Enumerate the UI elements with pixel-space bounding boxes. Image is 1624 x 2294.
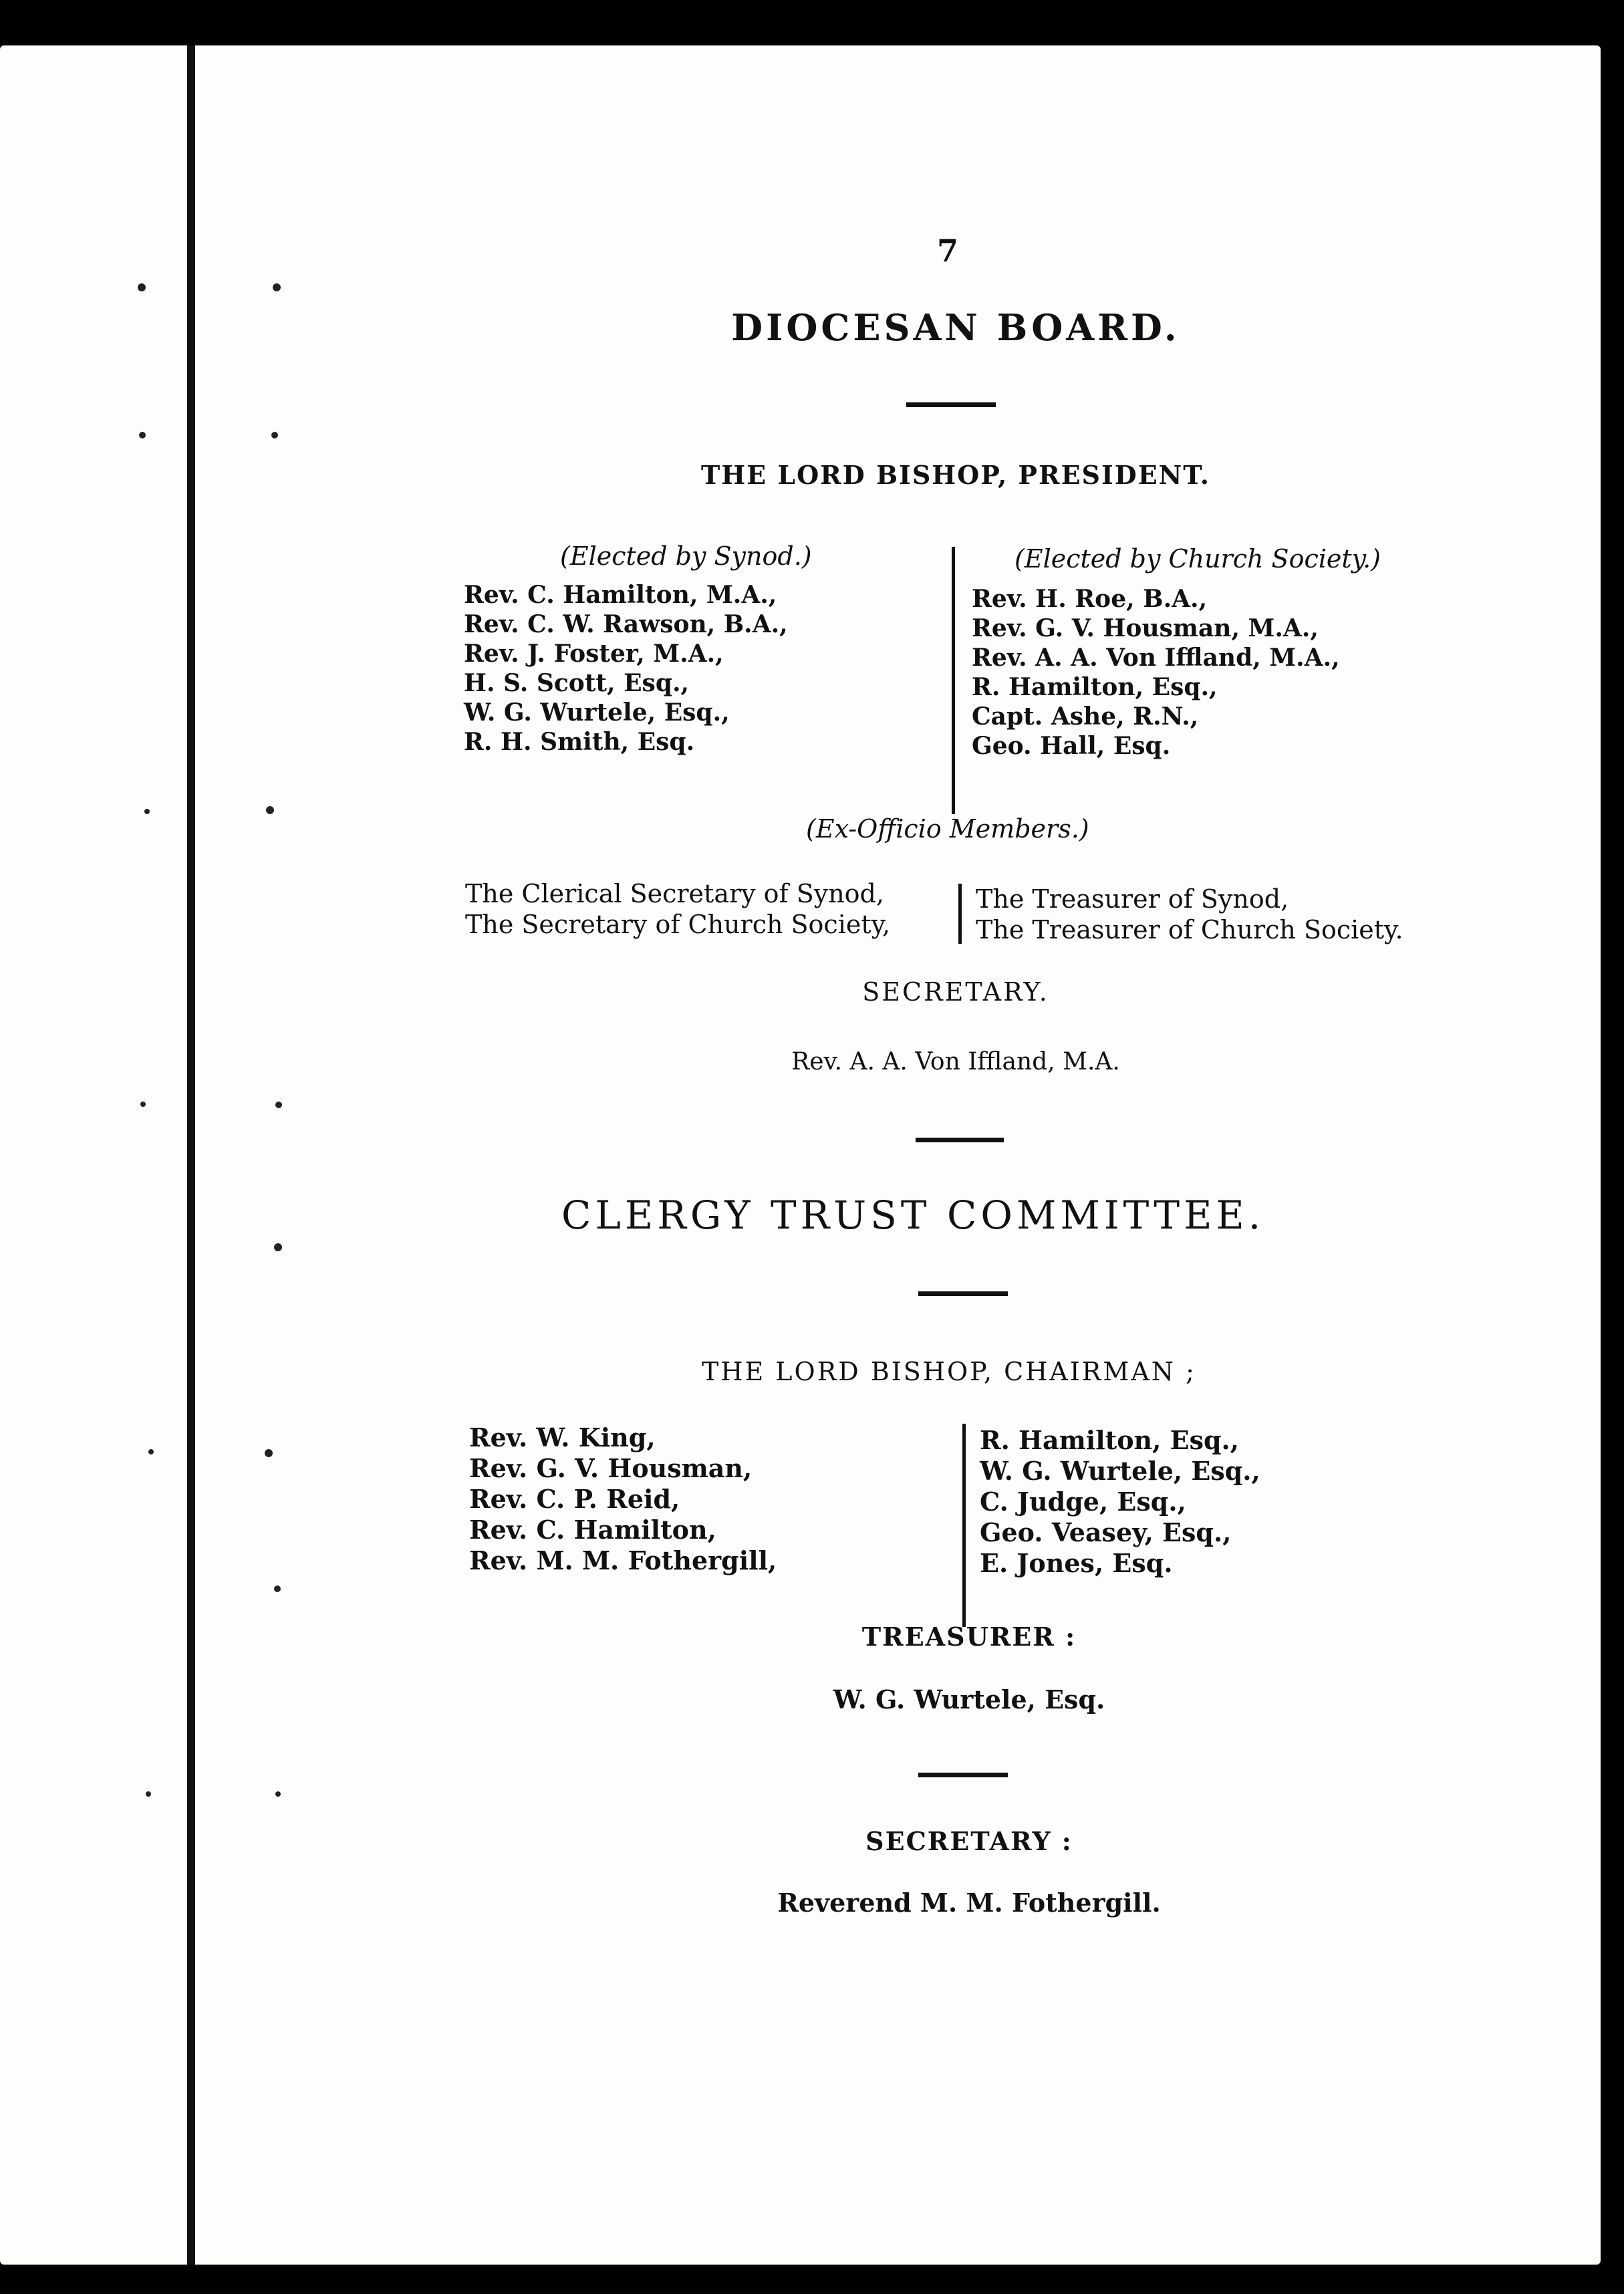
binding-hole <box>140 1102 146 1107</box>
list-item: Rev. C. P. Reid, <box>469 1484 680 1514</box>
list-item: Rev. W. King, <box>469 1422 656 1452</box>
section-divider <box>918 1773 1008 1777</box>
document-page <box>0 45 1601 2265</box>
ex-officio-right-list <box>976 884 1403 945</box>
list-item: Rev. C. Hamilton, <box>469 1515 716 1545</box>
treasurer-label: TREASURER : <box>861 1622 1077 1652</box>
binding-hole <box>144 809 150 814</box>
binding-hole <box>274 1585 281 1592</box>
chairman-line: THE LORD BISHOP, CHAIRMAN ; <box>702 1357 1196 1386</box>
binding-hole <box>139 432 146 438</box>
diocesan-secretary-label: SECRETARY. <box>862 977 1049 1007</box>
binding-hole <box>148 1449 154 1454</box>
elected-synod-label: (Elected by Synod.) <box>560 541 812 571</box>
church-members-list <box>972 584 1340 761</box>
list-item: Capt. Ashe, R.N., <box>972 703 1199 731</box>
list-item: Rev. M. M. Fothergill, <box>469 1545 777 1575</box>
clergy-trust-title: CLERGY TRUST COMMITTEE. <box>561 1192 1265 1238</box>
clergy-secretary-label: SECRETARY : <box>865 1826 1073 1856</box>
binding-edge <box>187 45 195 2265</box>
list-item: Rev. H. Roe, B.A., <box>972 585 1208 613</box>
list-item: Rev. J. Foster, M.A., <box>464 640 724 668</box>
synod-members-list <box>464 580 788 757</box>
clergy-secretary-name: Reverend M. M. Fothergill. <box>777 1888 1161 1918</box>
list-item: The Clerical Secretary of Synod, <box>465 879 884 908</box>
ex-officio-label: (Ex-Officio Members.) <box>806 814 1089 844</box>
list-item: The Treasurer of Synod, <box>976 884 1289 914</box>
list-item: C. Judge, Esq., <box>980 1487 1186 1517</box>
list-item: Rev. G. V. Housman, M.A., <box>972 614 1319 642</box>
list-item: W. G. Wurtele, Esq., <box>980 1456 1260 1486</box>
column-divider <box>952 547 955 814</box>
clergy-left-list <box>469 1422 777 1576</box>
list-item: Geo. Veasey, Esq., <box>980 1517 1232 1547</box>
binding-hole <box>271 432 278 438</box>
list-item: Rev. C. Hamilton, M.A., <box>464 581 777 609</box>
treasurer-name: W. G. Wurtele, Esq. <box>833 1684 1105 1714</box>
ex-officio-left-list <box>465 878 890 940</box>
section-divider <box>906 402 996 407</box>
binding-hole <box>274 1243 282 1251</box>
list-item: E. Jones, Esq. <box>980 1548 1173 1578</box>
president-line: THE LORD BISHOP, PRESIDENT. <box>700 460 1211 490</box>
list-item: Rev. A. A. Von Iffland, M.A., <box>972 644 1340 672</box>
diocesan-secretary-name: Rev. A. A. Von Iffland, M.A. <box>791 1048 1120 1075</box>
clergy-right-list <box>980 1425 1260 1579</box>
section-divider <box>918 1291 1008 1296</box>
diocesan-board-title: DIOCESAN BOARD. <box>731 306 1180 349</box>
list-item: R. Hamilton, Esq., <box>972 673 1218 701</box>
binding-hole <box>273 283 281 291</box>
elected-church-label: (Elected by Church Society.) <box>1014 544 1381 574</box>
binding-hole <box>275 1791 281 1797</box>
list-item: Rev. C. W. Rawson, B.A., <box>464 610 788 638</box>
binding-hole <box>275 1102 282 1108</box>
list-item: W. G. Wurtele, Esq., <box>464 698 730 727</box>
list-item: H. S. Scott, Esq., <box>464 669 690 697</box>
section-divider <box>916 1138 1004 1142</box>
binding-hole <box>138 283 146 291</box>
binding-hole <box>266 806 274 814</box>
column-divider <box>962 1424 966 1627</box>
list-item: R. H. Smith, Esq. <box>464 728 695 756</box>
list-item: R. Hamilton, Esq., <box>980 1425 1240 1455</box>
page-number: 7 <box>937 233 959 269</box>
binding-hole <box>146 1791 151 1797</box>
list-item: The Treasurer of Church Society. <box>976 915 1403 944</box>
list-item: Geo. Hall, Esq. <box>972 732 1171 760</box>
list-item: Rev. G. V. Housman, <box>469 1453 753 1483</box>
list-item: The Secretary of Church Society, <box>465 910 891 939</box>
binding-hole <box>265 1449 273 1457</box>
column-divider <box>958 884 962 944</box>
